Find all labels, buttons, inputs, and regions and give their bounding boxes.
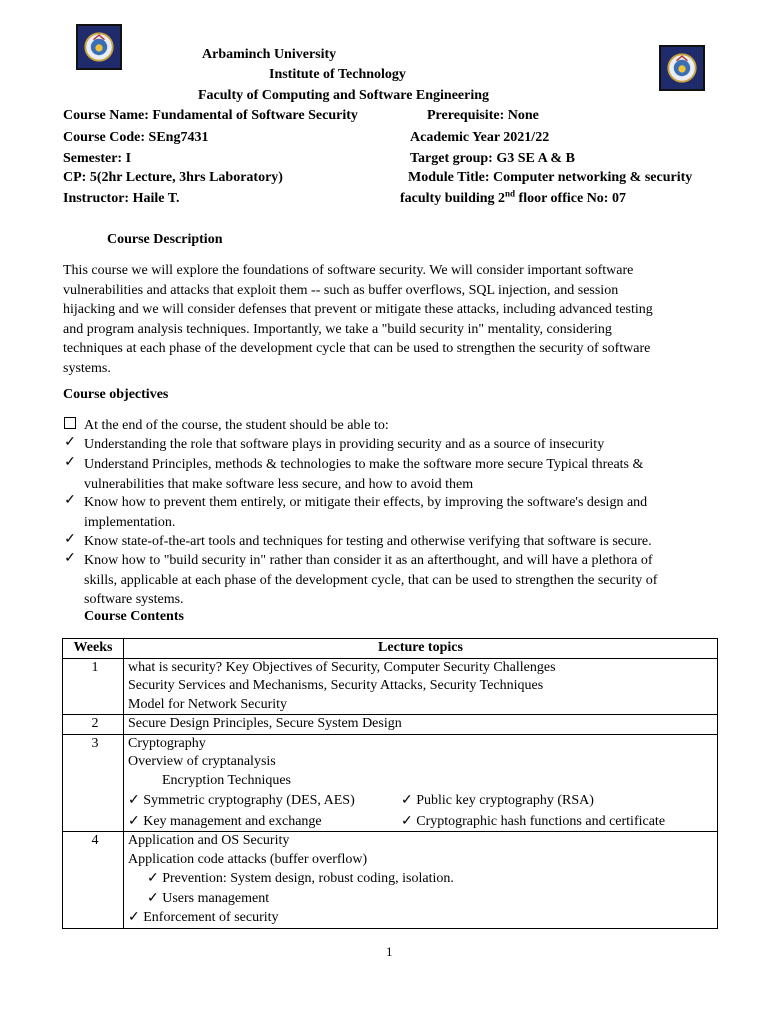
description-line: hijacking and we will consider defenses that prevent or mitigate these attacks, including advanced testing <box>63 302 653 317</box>
table-row <box>63 734 718 832</box>
course-contents-table <box>62 638 718 929</box>
module-title: Module Title: Computer networking & security <box>408 170 693 185</box>
academic-year: Academic Year 2021/22 <box>410 130 550 145</box>
week-topics: what is security? Key Objectives of Security, Computer Security Challenges Security Services and Mechanisms, Security Attacks, Security Techniques Model for Network Security <box>124 658 718 715</box>
faculty-name: Faculty of Computing and Software Engineering <box>198 88 490 103</box>
checkmark-icon: ✓ <box>64 455 76 470</box>
description-line: techniques at each phase of the development cycle that can be used to strengthen the security of software <box>63 341 651 356</box>
checkmark-icon: ✓ <box>64 551 76 566</box>
university-seal-icon <box>659 45 705 91</box>
contents-heading: Course Contents <box>84 609 184 624</box>
checkmark-icon: ✓ <box>64 532 76 547</box>
table-header-row <box>63 639 718 659</box>
description-heading: Course Description <box>107 232 223 247</box>
week-number: 1 <box>63 658 124 715</box>
office-location: faculty building 2nd floor office No: 07 <box>400 188 626 206</box>
topics-column-header: Lecture topics <box>124 639 718 659</box>
instructor: Instructor: Haile T. <box>63 191 180 206</box>
topic-check-item: ✓ Key management and exchange <box>128 813 322 829</box>
objective-item: Understanding the role that software plays in providing security and as a source of insecurity <box>84 437 605 452</box>
university-name: Arbaminch University <box>202 47 337 62</box>
target-group: Target group: G3 SE A & B <box>410 151 575 166</box>
course-name: Course Name: Fundamental of Software Security <box>63 108 358 123</box>
objective-item: Know how to prevent them entirely, or mitigate their effects, by improving the software's design and implementation. <box>84 495 648 530</box>
week-topics: Cryptography Overview of cryptanalysis Encryption Techniques ✓ Symmetric cryptography (DES, AES) ✓ Public key cryptography (RSA) ✓ Key management and exchange ✓ Cryptographic hash functions and certificate <box>124 734 718 832</box>
objectives-heading: Course objectives <box>63 387 169 402</box>
checkmark-icon: ✓ <box>64 435 76 450</box>
university-seal-icon <box>76 24 122 70</box>
course-code: Course Code: SEng7431 <box>63 130 209 145</box>
checkbox-square-icon <box>63 417 77 434</box>
objectives-intro: At the end of the course, the student should be able to: <box>84 418 389 433</box>
week-number: 3 <box>63 734 124 832</box>
semester: Semester: I <box>63 151 132 166</box>
description-line: vulnerabilities and attacks that exploit them -- such as buffer overflows, SQL injection, and session <box>63 282 619 298</box>
week-number: 4 <box>63 832 124 929</box>
topic-check-item: ✓ Public key cryptography (RSA) <box>401 793 594 808</box>
topic-check-item: ✓ Symmetric cryptography (DES, AES) <box>128 793 355 808</box>
week-number: 2 <box>63 715 124 735</box>
objective-item: Know how to "build security in" rather than consider it as an afterthought, and will have a plethora of skills, applicable at each phase of the development cycle, that can be used to strengthen the security of software systems. <box>84 553 658 607</box>
table-row <box>63 658 718 715</box>
page-number: 1 <box>386 944 393 959</box>
topic-check-item: ✓ Cryptographic hash functions and certificate <box>401 813 666 829</box>
week-topics: Application and OS Security Application code attacks (buffer overflow) ✓ Prevention: System design, robust coding, isolation. ✓ Users management ✓ Enforcement of security <box>124 832 718 929</box>
table-row <box>63 715 718 735</box>
credit-points: CP: 5(2hr Lecture, 3hrs Laboratory) <box>63 170 283 185</box>
objective-item: Know state-of-the-art tools and techniques for testing and otherwise verifying that software is secure. <box>84 534 652 549</box>
description-paragraph <box>63 261 713 378</box>
objective-item: Understand Principles, methods & technologies to make the software more secure Typical threats & vulnerabilities that make software less secure, and how to avoid them <box>84 457 644 492</box>
description-line: systems. <box>63 360 111 376</box>
table-row <box>63 832 718 929</box>
prerequisite: Prerequisite: None <box>427 108 539 123</box>
week-topics: Secure Design Principles, Secure System Design <box>124 715 718 735</box>
description-line: and program analysis techniques. Importantly, we take a "build security in" mentality, considering <box>63 321 612 337</box>
description-line: This course we will explore the foundations of software security. We will consider important software <box>63 263 634 278</box>
weeks-column-header: Weeks <box>63 639 124 659</box>
institute-name: Institute of Technology <box>269 67 406 82</box>
checkmark-icon: ✓ <box>64 493 76 508</box>
